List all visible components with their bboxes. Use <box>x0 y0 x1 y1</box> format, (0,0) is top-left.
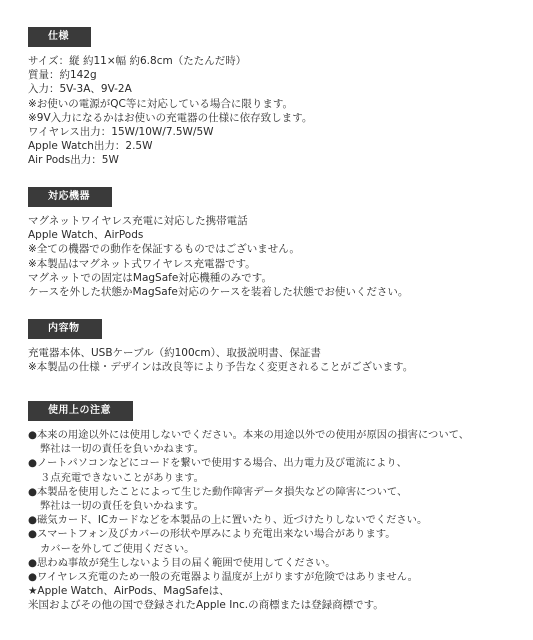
precaution-line: ３点充電できないことがあります。 <box>40 471 204 484</box>
compatible-line: ※本製品はマグネット式ワイヤレス充電器です。 <box>28 257 256 270</box>
precaution-line: ●思わぬ事故が発生しないよう目の届く範囲で使用してください。 <box>28 556 336 569</box>
precaution-line: ●本来の用途以外には使用しないでください。本来の用途以外での使用が原因の損害について、 <box>28 429 470 441</box>
precaution-line: ●スマートフォン及びカバーの形状や厚みにより充電出来ない場合があります。 <box>28 528 396 541</box>
compatible-line: マグネットでの固定はMagSafe対応機種のみです。 <box>28 271 272 284</box>
section-precautions <box>28 398 518 584</box>
spec-line: ワイヤレス出力：15W/10W/7.5W/5W <box>28 126 214 139</box>
trademark-line: ★Apple Watch、AirPods、MagSafeは、 <box>28 585 230 597</box>
section-title-contents: 内容物 <box>28 319 102 339</box>
spec-line: ※お使いの電源がQC等に対応している場合に限ります。 <box>28 97 294 110</box>
compatible-line: Apple Watch、AirPods <box>28 229 144 242</box>
precaution-line: ●ワイヤレス充電のため一般の充電器より温度が上がりますが危険ではありません。 <box>28 571 418 584</box>
section-contents <box>28 316 518 374</box>
spec-line: 質量：約142g <box>28 69 97 82</box>
spec-line: Apple Watch出力：2.5W <box>28 140 153 153</box>
spec-line: 入力：5V-3A、9V-2A <box>28 83 132 96</box>
precaution-lines <box>28 428 518 584</box>
section-spec <box>28 24 518 168</box>
precaution-line: 弊社は一切の責任を負いかねます。 <box>40 500 204 513</box>
compatible-line: ケースを外した状態かMagSafe対応のケースを装着した状態でお使いください。 <box>28 286 409 299</box>
section-title-precautions: 使用上の注意 <box>28 401 133 421</box>
spec-lines <box>28 54 518 168</box>
compatible-line: マグネットワイヤレス充電に対応した携帯電話 <box>28 215 248 227</box>
precaution-line: カバーを外してご使用ください。 <box>40 542 195 555</box>
section-title-spec: 仕様 <box>28 27 91 47</box>
compatible-line: ※全ての機器での動作を保証するものではございません。 <box>28 243 300 256</box>
compatible-lines <box>28 214 518 299</box>
contents-line: ※本製品の仕様・デザインは改良等により予告なく変更されることがございます。 <box>28 361 414 374</box>
trademark-line: 米国およびその他の国で登録されたApple Inc.の商標または登録商標です。 <box>28 599 384 612</box>
section-title-compatible-devices: 対応機器 <box>28 187 112 207</box>
contents-line: 充電器本体、USBケーブル（約100cm）、取扱説明書、保証書 <box>28 347 321 359</box>
precaution-line: ●磁気カード、ICカードなどを本製品の上に置いたり、近づけたりしないでください。 <box>28 514 428 527</box>
spec-line: Air Pods出力：5W <box>28 154 119 167</box>
trademark-note <box>28 584 384 612</box>
spec-line: ※9V入力になるかはお使いの充電器の仕様に依存致します。 <box>28 111 313 124</box>
precaution-line: ●本製品を使用したことによって生じた動作障害データ損失などの障害について、 <box>28 485 408 498</box>
precaution-line: 弊社は一切の責任を負いかねます。 <box>40 443 204 456</box>
precaution-line: ●ノートパソコンなどにコードを繋いで使用する場合、出力電力及び電流により、 <box>28 457 407 470</box>
contents-lines <box>28 346 518 374</box>
section-compatible-devices <box>28 184 518 299</box>
spec-line: サイズ：縦 約11×幅 約6.8cm（たたんだ時） <box>28 55 247 67</box>
